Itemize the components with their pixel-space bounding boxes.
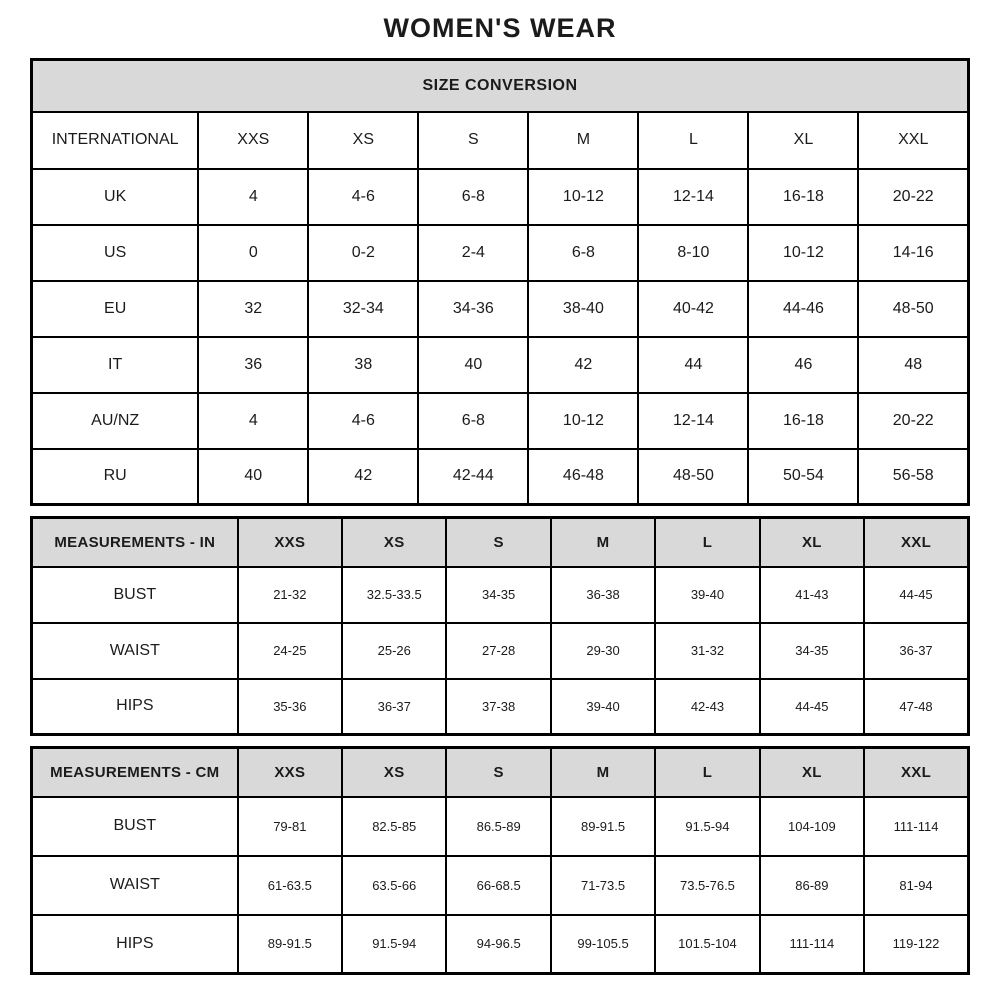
column-header-label: MEASUREMENTS - CM	[32, 748, 238, 797]
data-cell: 40-42	[638, 281, 748, 337]
data-cell: 42-44	[418, 449, 528, 505]
column-header: M	[551, 748, 655, 797]
column-header: S	[418, 112, 528, 169]
data-cell: 6-8	[418, 393, 528, 449]
data-cell: 40	[418, 337, 528, 393]
data-cell: 47-48	[864, 679, 968, 735]
table-row	[32, 567, 969, 623]
data-cell: 14-16	[858, 225, 968, 281]
data-cell: 94-96.5	[446, 915, 550, 974]
table-row	[32, 225, 969, 281]
data-cell: 73.5-76.5	[655, 856, 759, 915]
data-cell: 12-14	[638, 169, 748, 225]
data-cell: 6-8	[528, 225, 638, 281]
table-row	[32, 393, 969, 449]
column-header: M	[551, 518, 655, 567]
data-cell: 0	[198, 225, 308, 281]
data-cell: 38-40	[528, 281, 638, 337]
data-cell: 81-94	[864, 856, 968, 915]
column-header: XXL	[864, 748, 968, 797]
row-label: EU	[32, 281, 199, 337]
data-cell: 46	[748, 337, 858, 393]
data-cell: 34-36	[418, 281, 528, 337]
data-cell: 0-2	[308, 225, 418, 281]
data-cell: 89-91.5	[238, 915, 342, 974]
data-table	[30, 746, 970, 975]
data-cell: 38	[308, 337, 418, 393]
data-cell: 66-68.5	[446, 856, 550, 915]
data-cell: 48-50	[858, 281, 968, 337]
data-cell: 20-22	[858, 169, 968, 225]
data-cell: 99-105.5	[551, 915, 655, 974]
page-title: WOMEN'S WEAR	[383, 13, 617, 43]
data-cell: 10-12	[528, 169, 638, 225]
data-cell: 36	[198, 337, 308, 393]
column-header: L	[638, 112, 748, 169]
data-cell: 32.5-33.5	[342, 567, 446, 623]
data-cell: 39-40	[655, 567, 759, 623]
data-cell: 8-10	[638, 225, 748, 281]
data-cell: 10-12	[748, 225, 858, 281]
data-cell: 40	[198, 449, 308, 505]
data-cell: 119-122	[864, 915, 968, 974]
data-cell: 79-81	[238, 797, 342, 856]
column-header-label: MEASUREMENTS - IN	[32, 518, 238, 567]
row-label: RU	[32, 449, 199, 505]
data-table	[30, 58, 970, 506]
table-row	[32, 797, 969, 856]
data-cell: 10-12	[528, 393, 638, 449]
table-row	[32, 449, 969, 505]
data-cell: 44-46	[748, 281, 858, 337]
row-label: US	[32, 225, 199, 281]
data-cell: 91.5-94	[655, 797, 759, 856]
column-header: XXS	[238, 518, 342, 567]
data-cell: 37-38	[446, 679, 550, 735]
row-label: BUST	[32, 797, 238, 856]
column-header-label: INTERNATIONAL	[32, 112, 199, 169]
table-row	[32, 281, 969, 337]
data-cell: 63.5-66	[342, 856, 446, 915]
data-cell: 16-18	[748, 169, 858, 225]
table-banner-row	[32, 60, 969, 112]
data-cell: 89-91.5	[551, 797, 655, 856]
table-header-row	[32, 518, 969, 567]
row-label: AU/NZ	[32, 393, 199, 449]
row-label: WAIST	[32, 856, 238, 915]
data-cell: 32-34	[308, 281, 418, 337]
data-table	[30, 516, 970, 736]
data-cell: 91.5-94	[342, 915, 446, 974]
data-cell: 12-14	[638, 393, 748, 449]
data-cell: 41-43	[760, 567, 864, 623]
column-header: M	[528, 112, 638, 169]
data-cell: 16-18	[748, 393, 858, 449]
column-header: XXS	[198, 112, 308, 169]
column-header: XL	[748, 112, 858, 169]
measurements-in-table	[30, 516, 970, 736]
data-cell: 44-45	[864, 567, 968, 623]
data-cell: 104-109	[760, 797, 864, 856]
data-cell: 25-26	[342, 623, 446, 679]
row-label: HIPS	[32, 915, 238, 974]
column-header: XS	[342, 748, 446, 797]
measurements-cm-table	[30, 746, 970, 975]
data-cell: 35-36	[238, 679, 342, 735]
column-header: L	[655, 748, 759, 797]
table-row	[32, 337, 969, 393]
column-header: XL	[760, 748, 864, 797]
data-cell: 46-48	[528, 449, 638, 505]
data-cell: 39-40	[551, 679, 655, 735]
column-header: S	[446, 748, 550, 797]
data-cell: 111-114	[864, 797, 968, 856]
data-cell: 50-54	[748, 449, 858, 505]
column-header: XS	[308, 112, 418, 169]
column-header: XS	[342, 518, 446, 567]
data-cell: 71-73.5	[551, 856, 655, 915]
row-label: UK	[32, 169, 199, 225]
data-cell: 34-35	[760, 623, 864, 679]
column-header: XL	[760, 518, 864, 567]
data-cell: 31-32	[655, 623, 759, 679]
column-header: XXS	[238, 748, 342, 797]
data-cell: 86-89	[760, 856, 864, 915]
table-row	[32, 856, 969, 915]
table-header-row	[32, 112, 969, 169]
row-label: HIPS	[32, 679, 238, 735]
data-cell: 2-4	[418, 225, 528, 281]
data-cell: 34-35	[446, 567, 550, 623]
table-row	[32, 915, 969, 974]
row-label: IT	[32, 337, 199, 393]
size-conversion-table	[30, 58, 970, 506]
table-banner: SIZE CONVERSION	[32, 60, 969, 112]
data-cell: 20-22	[858, 393, 968, 449]
data-cell: 24-25	[238, 623, 342, 679]
data-cell: 61-63.5	[238, 856, 342, 915]
data-cell: 29-30	[551, 623, 655, 679]
data-cell: 42	[308, 449, 418, 505]
row-label: WAIST	[32, 623, 238, 679]
data-cell: 101.5-104	[655, 915, 759, 974]
data-cell: 56-58	[858, 449, 968, 505]
data-cell: 36-37	[864, 623, 968, 679]
table-row	[32, 623, 969, 679]
data-cell: 36-37	[342, 679, 446, 735]
data-cell: 4-6	[308, 393, 418, 449]
data-cell: 36-38	[551, 567, 655, 623]
data-cell: 6-8	[418, 169, 528, 225]
table-header-row	[32, 748, 969, 797]
data-cell: 48	[858, 337, 968, 393]
data-cell: 111-114	[760, 915, 864, 974]
row-label: BUST	[32, 567, 238, 623]
data-cell: 21-32	[238, 567, 342, 623]
table-row	[32, 169, 969, 225]
data-cell: 4	[198, 169, 308, 225]
data-cell: 86.5-89	[446, 797, 550, 856]
column-header: L	[655, 518, 759, 567]
data-cell: 44-45	[760, 679, 864, 735]
column-header: S	[446, 518, 550, 567]
data-cell: 4-6	[308, 169, 418, 225]
data-cell: 27-28	[446, 623, 550, 679]
table-row	[32, 679, 969, 735]
data-cell: 48-50	[638, 449, 748, 505]
data-cell: 82.5-85	[342, 797, 446, 856]
data-cell: 42	[528, 337, 638, 393]
data-cell: 44	[638, 337, 748, 393]
column-header: XXL	[864, 518, 968, 567]
data-cell: 4	[198, 393, 308, 449]
column-header: XXL	[858, 112, 968, 169]
data-cell: 32	[198, 281, 308, 337]
data-cell: 42-43	[655, 679, 759, 735]
